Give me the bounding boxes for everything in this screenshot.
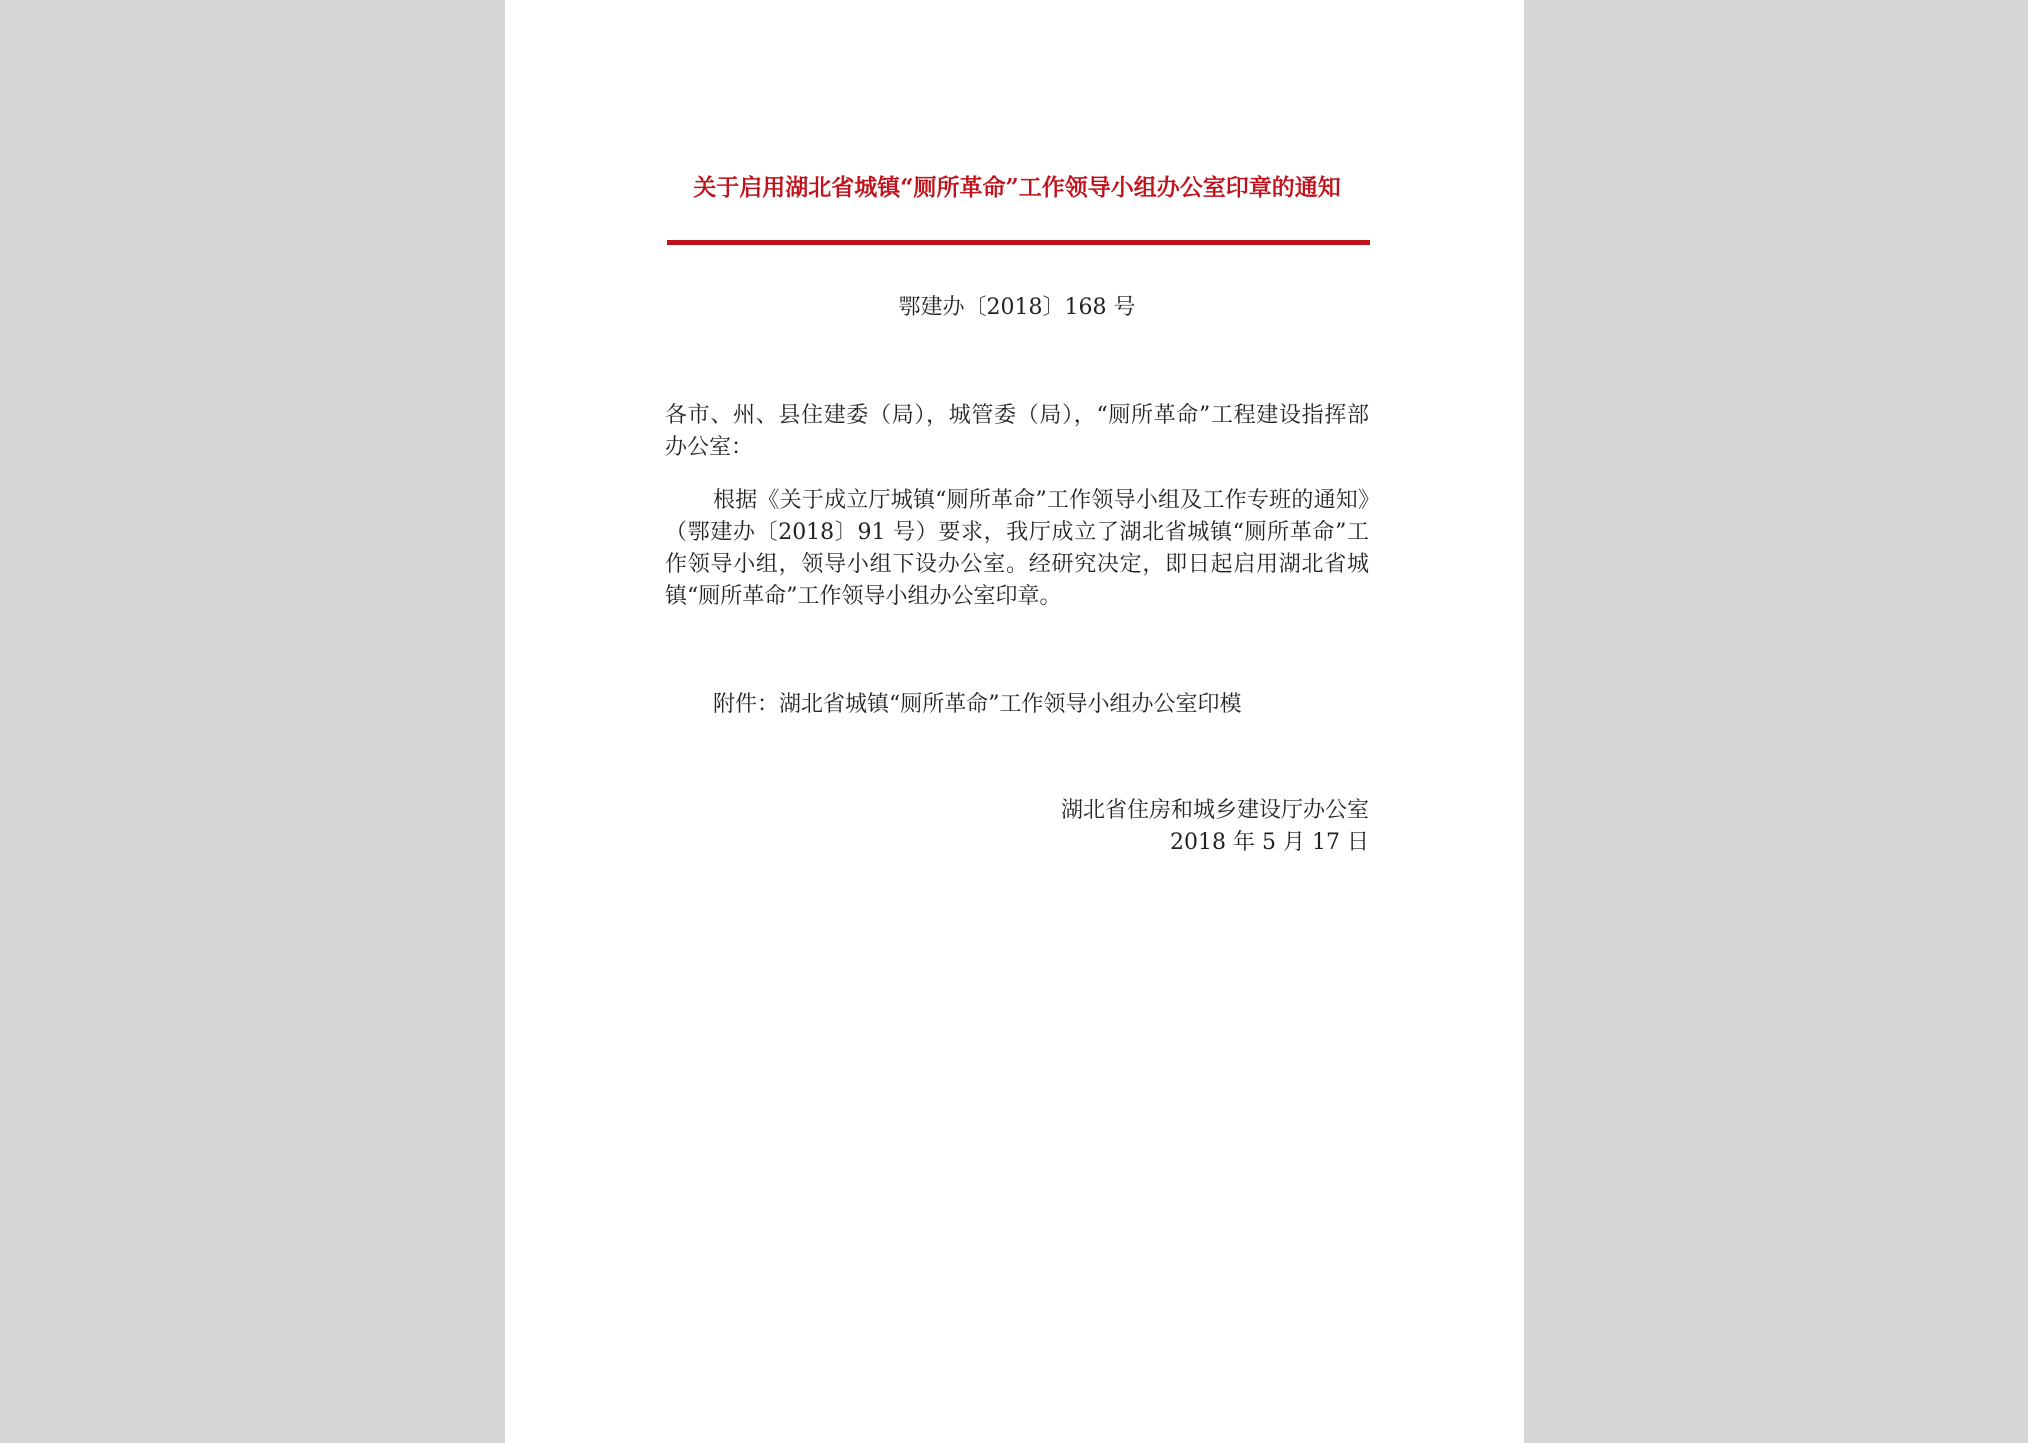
- body-paragraph: 根据《关于成立厅城镇“厕所革命”工作领导小组及工作专班的通知》（鄂建办〔2018〕91 号）要求，我厅成立了湖北省城镇“厕所革命”工作领导小组，领导小组下设办公室。经研究决定，即日起启用湖北省城镇“厕所革命”工作领导小组办公室印章。: [665, 488, 1369, 609]
- document-page: [505, 0, 1524, 1443]
- title-divider: [667, 240, 1370, 245]
- signature-block: [1061, 795, 1369, 859]
- document-title: 关于启用湖北省城镇“厕所革命”工作领导小组办公室印章的通知: [693, 174, 1341, 201]
- signature-organization: 湖北省住房和城乡建设厅办公室: [1060, 798, 1369, 823]
- attachment-line: 附件：湖北省城镇“厕所革命”工作领导小组办公室印模: [713, 692, 1242, 717]
- signature-date: 2018 年 5 月 17 日: [1170, 830, 1369, 855]
- document-number: 鄂建办〔2018〕168 号: [898, 295, 1136, 320]
- addressee: 各市、州、县住建委（局），城管委（局），“厕所革命”工程建设指挥部办公室：: [665, 403, 1369, 460]
